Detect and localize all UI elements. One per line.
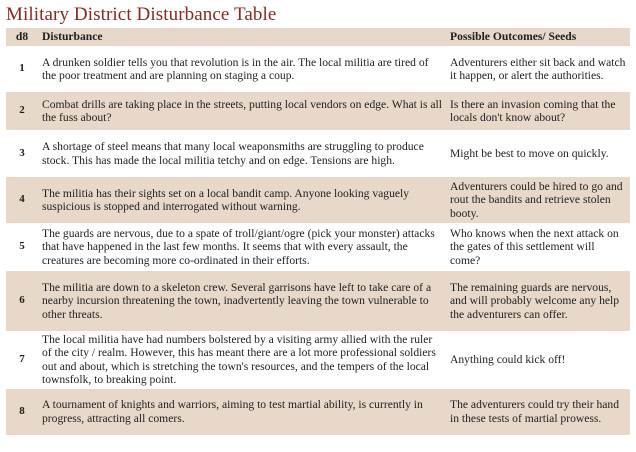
outcome-cell: Adventurers either sit back and watch it happen, or alert the authorities. (450, 55, 626, 82)
table-row (6, 331, 630, 389)
outcome-cell: Anything could kick off! (450, 353, 566, 367)
disturbance-cell: A shortage of steel means that many local weaponsmiths are struggling to produce stock. This has made the local militia tetchy and on edge. Tensions are high. (42, 140, 424, 167)
header-row (6, 28, 630, 46)
disturbance-cell: The local militia have had numbers bolstered by a visiting army allied with the ruler of the city / realm. However, this has meant there are a lot more professional soldiers out and about, which is stretching the town's resources, and the tempers of the local townsfolk, to breaking point. (42, 333, 436, 387)
roll-number: 3 (19, 146, 25, 159)
table-row (6, 92, 630, 130)
table-row (6, 177, 630, 223)
table-row (6, 223, 630, 271)
roll-number: 5 (19, 240, 25, 253)
disturbance-cell: A drunken soldier tells you that revolution is in the air. The local militia are tired of the poor treatment and are planning on staging a coup. (42, 55, 429, 82)
outcome-cell: The remaining guards are nervous, and will probably welcome any help the adventurers can offer. (446, 271, 630, 331)
outcome-cell: Adventurers could be hired to go and rout the bandits and retrieve stolen booty. (446, 177, 630, 223)
disturbance-cell: Combat drills are taking place in the streets, putting local vendors on edge. What is all the fuss about? (38, 92, 446, 130)
disturbance-table (6, 28, 630, 435)
disturbance-cell: The guards are nervous, due to a spate of troll/giant/ogre (pick your monster) attacks that have happened in the last few months. It seems that with every assault, the creatures are becoming more co-ordinated in their efforts. (42, 226, 435, 267)
roll-number: 8 (6, 389, 38, 435)
disturbance-cell: A tournament of knights and warriors, aiming to test martial ability, is currently in progress, attracting all comers. (38, 389, 446, 435)
roll-number: 2 (6, 92, 38, 130)
roll-number: 7 (19, 353, 25, 366)
roll-number: 6 (6, 271, 38, 331)
table-title: Military District Disturbance Table (6, 4, 277, 25)
header-outcomes: Possible Outcomes/ Seeds (446, 28, 630, 46)
outcome-cell: Who knows when the next attack on the gates of this settlement will come? (450, 226, 619, 267)
outcome-cell: Might be best to move on quickly. (450, 146, 609, 160)
table-row (6, 46, 630, 92)
table-row (6, 130, 630, 177)
table-row (6, 389, 630, 435)
header-disturbance: Disturbance (38, 28, 446, 46)
roll-number: 4 (6, 177, 38, 223)
outcome-cell: Is there an invasion coming that the locals don't know about? (446, 92, 630, 130)
table-row (6, 271, 630, 331)
disturbance-cell: The militia are down to a skeleton crew. Several garrisons have left to take care of a nearby incursion threatening the town, inadvertently leaving the town vulnerable to other threats. (38, 271, 446, 331)
roll-number: 1 (19, 62, 25, 75)
header-d8: d8 (6, 28, 38, 46)
disturbance-cell: The militia has their sights set on a local bandit camp. Anyone looking vaguely suspicious is stopped and interrogated without warning. (38, 177, 446, 223)
outcome-cell: The adventurers could try their hand in these tests of martial prowess. (446, 389, 630, 435)
